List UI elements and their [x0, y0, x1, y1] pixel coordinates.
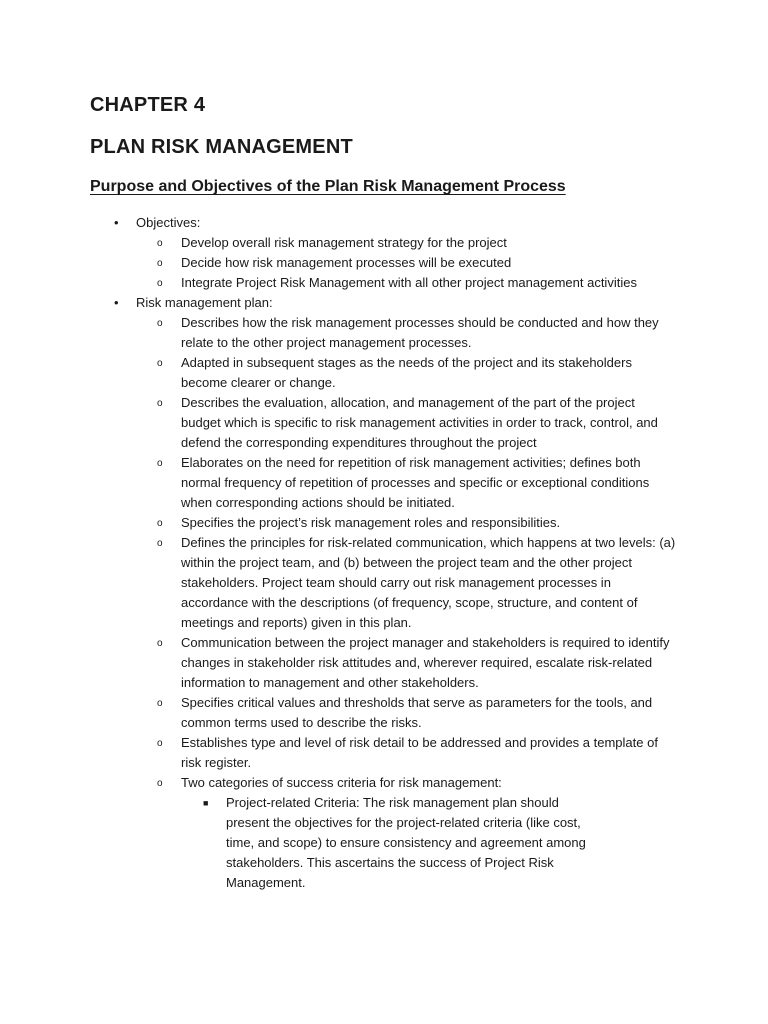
list-item [0, 453, 768, 513]
chapter-title: PLAN RISK MANAGEMENT [90, 136, 353, 158]
list-item [0, 233, 768, 253]
list-item-text: Two categories of success criteria for risk management: [181, 775, 502, 790]
chapter-number: CHAPTER 4 [90, 94, 206, 116]
risk-plan-label: Risk management plan: [136, 295, 273, 310]
list-item [0, 773, 768, 893]
bullet-marker: o [157, 738, 163, 749]
list-item [0, 273, 768, 293]
list-item-text: Describes the evaluation, allocation, and management of the part of the project budget which is specific to risk management activities in order to track, control, and defend the corresponding expenditures throughout the project [181, 395, 658, 450]
list-item-text: Adapted in subsequent stages as the needs of the project and its stakeholders become clearer or change. [181, 355, 632, 390]
list-item-text: Project-related Criteria: The risk management plan should present the objectives for the project-related criteria (like cost, time, and scope) to ensure consistency and agreement among stakeholders. This ascertains the success of Project Risk Management. [226, 795, 586, 890]
bullet-marker: o [157, 258, 163, 269]
bullet-marker: • [114, 215, 119, 230]
list-item-text: Elaborates on the need for repetition of risk management activities; defines both normal frequency of repetition of processes and specific or exceptional conditions when corresponding actions should be initiated. [181, 455, 650, 510]
list-item-text: Communication between the project manager and stakeholders is required to identify changes in stakeholder risk attitudes and, wherever required, escalate risk-related information to management and other stakeholders. [181, 635, 670, 690]
bullet-marker: o [157, 778, 163, 789]
bullet-marker: o [157, 278, 163, 289]
list-item-risk-plan [0, 293, 768, 893]
list-item [0, 393, 768, 453]
list-item-text: Specifies the project’s risk management roles and responsibilities. [181, 515, 561, 530]
list-item [0, 633, 768, 693]
list-item [0, 513, 768, 533]
bullet-marker: ■ [203, 798, 209, 808]
risk-plan-sublist [0, 313, 768, 893]
list-item-text: Develop overall risk management strategy for the project [181, 235, 507, 250]
bullet-marker: o [157, 518, 163, 529]
list-item [0, 253, 768, 273]
list-item [0, 693, 768, 733]
list-item-text: Defines the principles for risk-related communication, which happens at two levels: (a) within the project team, and (b) between the project team and the other project stakeholders. Project team should carry out risk management processes in accordance with the descriptions (of frequency, scope, structure, and content of meetings and reports) given in this plan. [181, 535, 676, 630]
section-heading: Purpose and Objectives of the Plan Risk Management Process [90, 178, 566, 195]
bullet-marker: o [157, 358, 163, 369]
bullet-marker: o [157, 638, 163, 649]
list-item [0, 793, 678, 893]
list-item-text: Integrate Project Risk Management with all other project management activities [181, 275, 637, 290]
bullet-marker: o [157, 398, 163, 409]
list-item-text: Establishes type and level of risk detail to be addressed and provides a template of risk register. [181, 735, 658, 770]
success-criteria-sublist [0, 793, 678, 893]
bullet-marker: • [114, 295, 119, 310]
list-item-text: Describes how the risk management processes should be conducted and how they relate to the other project management processes. [181, 315, 659, 350]
top-bullet-list [0, 213, 768, 893]
list-item-text: Specifies critical values and thresholds that serve as parameters for the tools, and common terms used to describe the risks. [181, 695, 653, 730]
bullet-marker: o [157, 698, 163, 709]
list-item [0, 353, 768, 393]
list-item-text: Decide how risk management processes will be executed [181, 255, 512, 270]
objectives-sublist [0, 233, 768, 293]
objectives-label: Objectives: [136, 215, 201, 230]
bullet-marker: o [157, 318, 163, 329]
list-item-objectives [0, 213, 768, 293]
document-body [0, 213, 768, 893]
bullet-marker: o [157, 238, 163, 249]
list-item [0, 313, 768, 353]
bullet-marker: o [157, 458, 163, 469]
list-item [0, 533, 768, 633]
bullet-marker: o [157, 538, 163, 549]
list-item [0, 733, 768, 773]
